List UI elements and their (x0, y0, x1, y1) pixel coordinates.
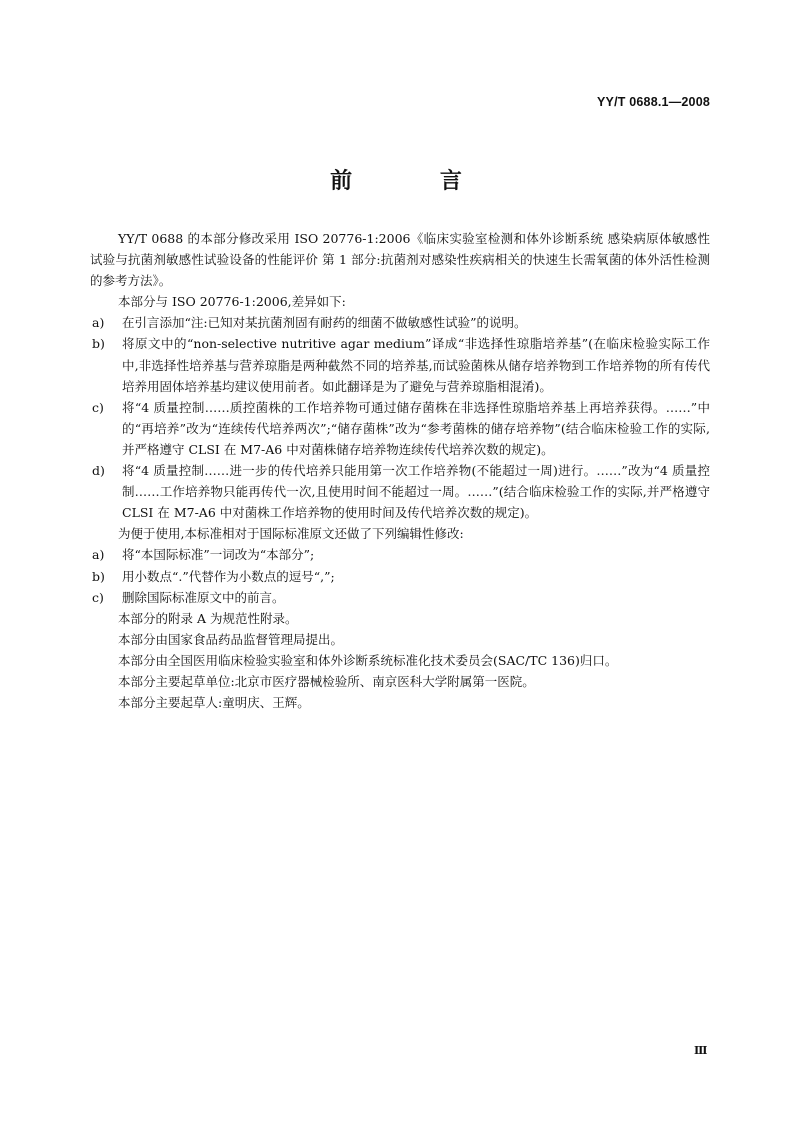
list-marker: a) (92, 315, 105, 331)
list-item-text: 将“本国际标准”一词改为“本部分”; (122, 547, 315, 563)
list-marker: c) (92, 589, 104, 605)
drafting-units: 本部分主要起草单位:北京市医疗器械检验所、南京医科大学附属第一医院。 (118, 673, 535, 689)
list-item (90, 544, 710, 565)
foreword-body (90, 228, 710, 713)
list-item-text: 在引言添加“注:已知对某抗菌剂固有耐药的细菌不做敏感性试验”的说明。 (122, 315, 527, 331)
list-marker: b) (92, 336, 105, 352)
list-marker: b) (92, 568, 105, 584)
page-title: 前 言 (330, 169, 502, 194)
list-item (90, 312, 710, 333)
committee-statement: 本部分由全国医用临床检验实验室和体外诊断系统标准化技术委员会(SAC/TC 136)归口。 (118, 652, 618, 668)
annex-statement: 本部分的附录 A 为规范性附录。 (118, 610, 298, 626)
differences-intro: 本部分与 ISO 20776-1:2006,差异如下: (118, 294, 346, 310)
list-item (90, 397, 710, 460)
list-marker: d) (92, 463, 105, 479)
list-item (90, 333, 710, 396)
list-item (90, 587, 710, 608)
edits-intro: 为便于使用,本标准相对于国际标准原文还做了下列编辑性修改: (118, 526, 464, 542)
proposer-statement: 本部分由国家食品药品监督管理局提出。 (118, 631, 344, 647)
list-item-text: 将“4 质量控制……质控菌株的工作培养物可通过储存菌株在非选择性琼脂培养基上再培养获得。……”中的“再培养”改为“连续传代培养两次”;“储存菌株”改为“参考菌株的储存培养物”(结合临床检验工作的实际,并严格遵守 CLSI 在 M7-A6 中对菌株储存培养物连续传代培养次数的规定)。 (122, 399, 710, 457)
standard-code: YY/T 0688.1—2008 (597, 95, 710, 109)
list-item-text: 删除国际标准原文中的前言。 (122, 589, 285, 605)
list-item-text: 将原文中的“non-selective nutritive agar medium”译成“非选择性琼脂培养基”(在临床检验实际工作中,非选择性培养基与营养琼脂是两种截然不同的培养基,而试验菌株从储存培养物到工作培养物的所有传代培养用固体培养基均建议使用前者。如此翻译是为了避免与营养琼脂相混淆)。 (122, 336, 710, 394)
list-marker: c) (92, 399, 104, 415)
list-item-text: 用小数点“.”代替作为小数点的逗号“,”; (122, 568, 335, 584)
list-marker: a) (92, 547, 105, 563)
intro-paragraph: YY/T 0688 的本部分修改采用 ISO 20776-1:2006《临床实验室检测和体外诊断系统 感染病原体敏感性试验与抗菌剂敏感性试验设备的性能评价 第 1 部分:抗菌剂对感染性疾病相关的快速生长需氧菌的体外活性检测的参考方法》。 (90, 231, 710, 289)
list-item-text: 将“4 质量控制……进一步的传代培养只能用第一次工作培养物(不能超过一周)进行。……”改为“4 质量控制……工作培养物只能再传代一次,且使用时间不能超过一周。……”(结合临床检验工作的实际,并严格遵守 CLSI 在 M7-A6 中对菌株工作培养物的使用时间及传代培养次数的规定)。 (122, 463, 710, 521)
page-number: Ⅲ (694, 1044, 708, 1057)
list-item (90, 460, 710, 523)
list-item (90, 566, 710, 587)
drafters: 本部分主要起草人:童明庆、王辉。 (118, 695, 310, 711)
